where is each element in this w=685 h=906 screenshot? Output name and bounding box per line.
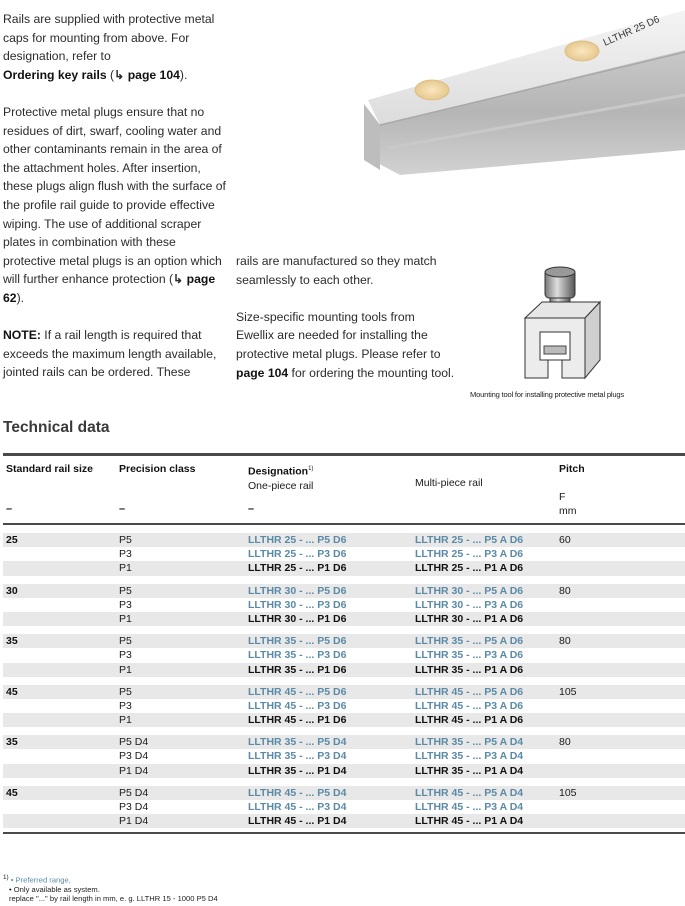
cell-pitch: 60 <box>559 534 571 546</box>
header-pitch: Pitch F mm <box>559 463 585 517</box>
cell-one-piece: LLTHR 45 - ... P3 D4 <box>248 801 347 813</box>
table-group <box>3 533 685 576</box>
table-row <box>3 735 685 749</box>
section-title: Technical data <box>3 419 110 436</box>
cell-multi-piece: LLTHR 35 - ... P3 A D6 <box>415 649 524 662</box>
cell-precision: P5 <box>119 685 132 698</box>
cell-precision: P3 D4 <box>119 750 149 763</box>
cell-precision: P5 D4 <box>119 736 149 749</box>
cell-pitch: 105 <box>559 685 577 698</box>
table-row <box>3 598 685 612</box>
intro-text-column <box>3 10 228 382</box>
cell-multi-piece: LLTHR 30 - ... P3 A D6 <box>415 598 524 611</box>
table-group <box>3 584 685 627</box>
cell-precision: P5 <box>119 534 132 546</box>
cell-one-piece: LLTHR 35 - ... P5 D4 <box>248 736 347 749</box>
cell-rail-size: 30 <box>6 584 18 597</box>
cell-one-piece: LLTHR 25 - ... P5 D6 <box>248 534 347 546</box>
cell-rail-size: 25 <box>6 534 18 546</box>
jointed-rails-paragraph: rails are manufactured so they match seamlessly to each other. <box>236 254 437 287</box>
unit-dash: – <box>119 503 126 515</box>
cell-one-piece: LLTHR 30 - ... P3 D6 <box>248 598 347 611</box>
technical-data-table <box>3 453 685 834</box>
table-row <box>3 814 685 828</box>
cell-precision: P1 D4 <box>119 815 149 828</box>
header-size: Standard rail size <box>6 463 93 475</box>
cell-precision: P5 D4 <box>119 786 149 799</box>
cell-multi-piece: LLTHR 45 - ... P3 A D6 <box>415 699 524 712</box>
table-row <box>3 800 685 814</box>
cell-multi-piece: LLTHR 45 - ... P1 A D4 <box>415 815 524 828</box>
footnote: $^{1)}$ • Preferred range, • Only available as system. replace "..." by rail length in mm, e. g. LLTHR 15 - 1000 P5 D4 <box>3 874 218 903</box>
unit-dash: – <box>248 503 255 515</box>
mounting-tools-paragraph: Size-specific mounting tools from Ewellix are needed for installing the protective metal plugs. Please refer to page 104 for ordering the mounting tool. <box>236 309 455 380</box>
cell-precision: P3 D4 <box>119 801 149 813</box>
second-text-column <box>236 252 456 382</box>
footnote-replace: replace "..." by rail length in mm, e. g. LLTHR 15 - 1000 P5 D4 <box>9 893 218 903</box>
cell-one-piece: LLTHR 45 - ... P5 D4 <box>248 786 347 799</box>
ordering-key-link[interactable]: Ordering key rails <box>3 67 107 82</box>
profile-rail-photo <box>340 0 685 210</box>
footnote-system: • Only available as system. <box>9 884 100 894</box>
unit-dash: – <box>6 503 13 515</box>
note-label: NOTE: <box>3 328 41 343</box>
cell-multi-piece: LLTHR 35 - ... P5 A D6 <box>415 635 524 648</box>
cell-multi-piece: LLTHR 35 - ... P1 A D6 <box>415 663 524 676</box>
table-row <box>3 634 685 648</box>
cell-precision: P3 <box>119 699 132 712</box>
cell-precision: P1 <box>119 562 132 575</box>
table-bottom-rule <box>3 832 685 834</box>
cell-precision: P3 <box>119 649 132 662</box>
note-paragraph: NOTE: If a rail length is required that exceeds the maximum length available, jointed rails can be ordered. These <box>3 328 217 380</box>
cell-multi-piece: LLTHR 30 - ... P1 A D6 <box>415 612 524 625</box>
table-row <box>3 547 685 561</box>
cell-one-piece: LLTHR 35 - ... P3 D4 <box>248 750 347 763</box>
page-104-link[interactable]: page 104 <box>127 67 180 82</box>
table-row <box>3 685 685 699</box>
cell-multi-piece: LLTHR 30 - ... P5 A D6 <box>415 584 524 597</box>
cell-pitch: 80 <box>559 584 571 597</box>
cell-rail-size: 45 <box>6 685 18 698</box>
cell-multi-piece: LLTHR 45 - ... P3 A D4 <box>415 801 524 813</box>
table-group <box>3 634 685 677</box>
cell-rail-size: 35 <box>6 635 18 648</box>
page-104-link[interactable]: page 104 <box>236 365 289 380</box>
cell-precision: P5 <box>119 584 132 597</box>
cell-rail-size: 35 <box>6 736 18 749</box>
cell-multi-piece: LLTHR 45 - ... P5 A D6 <box>415 685 524 698</box>
cell-precision: P1 <box>119 714 132 727</box>
cell-one-piece: LLTHR 25 - ... P1 D6 <box>248 562 347 575</box>
cell-one-piece: LLTHR 45 - ... P1 D6 <box>248 714 347 727</box>
cell-precision: P1 D4 <box>119 764 149 777</box>
table-row <box>3 786 685 800</box>
cell-multi-piece: LLTHR 35 - ... P3 A D4 <box>415 750 524 763</box>
footnote-preferred: • Preferred range, <box>10 875 71 885</box>
cell-one-piece: LLTHR 35 - ... P5 D6 <box>248 635 347 648</box>
table-group <box>3 735 685 778</box>
table-row <box>3 612 685 626</box>
table-header <box>3 453 685 525</box>
cell-one-piece: LLTHR 30 - ... P1 D6 <box>248 612 347 625</box>
cell-multi-piece: LLTHR 35 - ... P1 A D4 <box>415 764 524 777</box>
cell-one-piece: LLTHR 35 - ... P1 D4 <box>248 764 347 777</box>
header-multi-piece: Multi-piece rail <box>415 477 483 489</box>
cell-pitch: 80 <box>559 635 571 648</box>
page-62-link[interactable]: page 62 <box>3 272 216 305</box>
table-row <box>3 561 685 575</box>
cell-precision: P3 <box>119 548 132 561</box>
cell-multi-piece: LLTHR 45 - ... P5 A D4 <box>415 786 524 799</box>
cell-pitch: 80 <box>559 736 571 749</box>
table-row <box>3 533 685 547</box>
table-body <box>3 533 685 828</box>
cell-precision: P1 <box>119 663 132 676</box>
cell-one-piece: LLTHR 35 - ... P3 D6 <box>248 649 347 662</box>
caps-paragraph: Rails are supplied with protective metal caps for mounting from above. For designation, refer to Ordering key rails (↳ page 104). <box>3 12 215 82</box>
table-group <box>3 786 685 829</box>
cell-multi-piece: LLTHR 25 - ... P5 A D6 <box>415 534 524 546</box>
table-row <box>3 648 685 662</box>
rail-label: LLTHR 25 D6 <box>601 14 662 49</box>
cell-one-piece: LLTHR 45 - ... P5 D6 <box>248 685 347 698</box>
cell-pitch: 105 <box>559 786 577 799</box>
cell-rail-size: 45 <box>6 786 18 799</box>
header-precision: Precision class <box>119 463 196 475</box>
header-designation: Designation$^{1)}$ One-piece rail <box>248 465 314 492</box>
cell-multi-piece: LLTHR 25 - ... P3 A D6 <box>415 548 524 561</box>
cell-multi-piece: LLTHR 35 - ... P5 A D4 <box>415 736 524 749</box>
table-row <box>3 663 685 677</box>
cell-one-piece: LLTHR 30 - ... P5 D6 <box>248 584 347 597</box>
tool-caption: Mounting tool for installing protective metal plugs <box>470 390 624 399</box>
table-row <box>3 584 685 598</box>
plugs-paragraph: Protective metal plugs ensure that no residues of dirt, swarf, cooling water and other contaminants remain in the area of the attachment holes. After insertion, these plugs align flush with the surface of the profile rail guide to provide effective wiping. The use of additional scraper plates in combination with these protective metal plugs is an option which will further enhance protection (↳ page 62). <box>3 104 226 305</box>
table-group <box>3 685 685 728</box>
header-one-piece: One-piece rail <box>248 479 314 492</box>
mounting-tool-drawing <box>510 260 620 385</box>
cell-precision: P5 <box>119 635 132 648</box>
table-row <box>3 749 685 763</box>
cell-multi-piece: LLTHR 25 - ... P1 A D6 <box>415 562 524 575</box>
cell-multi-piece: LLTHR 45 - ... P1 A D6 <box>415 714 524 727</box>
cell-precision: P1 <box>119 612 132 625</box>
page-reference-arrow-icon: ↳ <box>173 272 184 287</box>
cell-one-piece: LLTHR 45 - ... P1 D4 <box>248 815 347 828</box>
cell-precision: P3 <box>119 598 132 611</box>
cell-one-piece: LLTHR 45 - ... P3 D6 <box>248 699 347 712</box>
table-row <box>3 713 685 727</box>
table-row <box>3 764 685 778</box>
table-row <box>3 699 685 713</box>
cell-one-piece: LLTHR 35 - ... P1 D6 <box>248 663 347 676</box>
page-reference-arrow-icon: ↳ <box>114 67 125 82</box>
cell-one-piece: LLTHR 25 - ... P3 D6 <box>248 548 347 561</box>
